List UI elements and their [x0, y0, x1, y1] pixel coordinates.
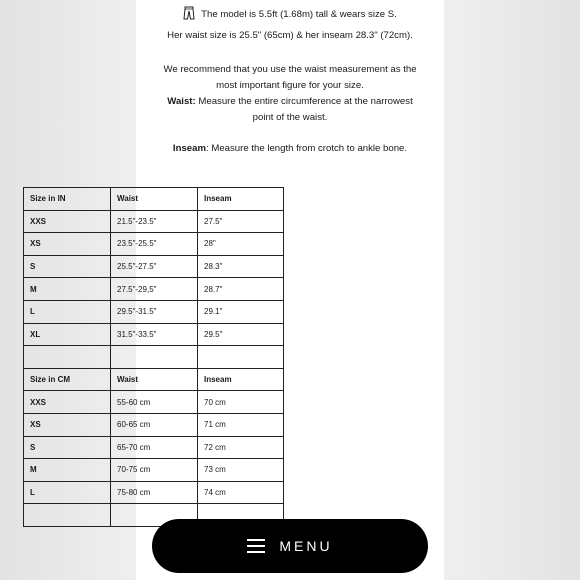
waist-cell: 55-60 cm: [111, 391, 198, 414]
size-chart-table: [23, 187, 284, 527]
inseam-cell: 73 cm: [198, 459, 284, 482]
table-row: [24, 233, 284, 256]
hamburger-menu-icon: [247, 539, 265, 553]
size-cell: XS: [24, 413, 111, 436]
table-row: [24, 413, 284, 436]
inseam-cell: 29.5": [198, 323, 284, 346]
header-inseam: Inseam: [198, 368, 284, 391]
inseam-instruction-text: : Measure the length from crotch to ankle bone.: [206, 143, 408, 154]
table-header-row-in: [24, 188, 284, 211]
waist-cell: 65-70 cm: [111, 436, 198, 459]
size-cell: L: [24, 481, 111, 504]
inseam-cell: 28.3": [198, 255, 284, 278]
table-row: [24, 481, 284, 504]
waist-label: Waist:: [167, 96, 196, 107]
waist-cell: 29.5"-31.5": [111, 300, 198, 323]
inseam-cell: 27.5": [198, 210, 284, 233]
menu-label: MENU: [279, 538, 333, 554]
inseam-cell: 28.7": [198, 278, 284, 301]
recommend-line-1: We recommend that you use the waist measurement as the: [163, 64, 417, 75]
size-cell: L: [24, 300, 111, 323]
inseam-label: Inseam: [172, 143, 206, 154]
model-info-text: The model is 5.5ft (1.68m) tall & wears size S.: [201, 9, 397, 20]
table-row: [24, 459, 284, 482]
inseam-cell: 29.1": [198, 300, 284, 323]
waist-cell: 21.5"-23.5": [111, 210, 198, 233]
waist-cell: 75-80 cm: [111, 481, 198, 504]
waist-cell: 25.5"-27.5": [111, 255, 198, 278]
menu-button[interactable]: [152, 519, 428, 573]
inseam-cell: 74 cm: [198, 481, 284, 504]
size-cell: XL: [24, 323, 111, 346]
header-inseam: Inseam: [198, 188, 284, 211]
size-cell: XXS: [24, 210, 111, 233]
header-size-cm: Size in CM: [24, 368, 111, 391]
table-row: [24, 255, 284, 278]
header-waist: Waist: [111, 188, 198, 211]
empty-spacer-row: [24, 346, 284, 369]
table-row: [24, 278, 284, 301]
waist-cell: 60-65 cm: [111, 413, 198, 436]
table-row: [24, 210, 284, 233]
size-cell: S: [24, 436, 111, 459]
inseam-instruction: [136, 141, 444, 157]
waist-inseam-info: Her waist size is 25.5" (65cm) & her inseam 28.3" (72cm).: [167, 30, 413, 41]
size-cell: M: [24, 278, 111, 301]
waist-cell: 27.5"-29,5": [111, 278, 198, 301]
table-row: [24, 300, 284, 323]
size-cell: XS: [24, 233, 111, 256]
table-header-row-cm: [24, 368, 284, 391]
header-size-in: Size in IN: [24, 188, 111, 211]
waist-instruction-text: Measure the entire circumference at the narrowest: [195, 96, 413, 107]
waist-instruction-2: point of the waist.: [252, 112, 328, 123]
waist-cell: 31.5"-33.5": [111, 323, 198, 346]
inseam-cell: 72 cm: [198, 436, 284, 459]
recommend-line-2: most important figure for your size.: [216, 80, 364, 91]
size-cell: XXS: [24, 391, 111, 414]
waist-cell: 70-75 cm: [111, 459, 198, 482]
waist-cell: 23.5"-25.5": [111, 233, 198, 256]
inseam-cell: 28": [198, 233, 284, 256]
background-right: [444, 0, 580, 580]
table-row: [24, 323, 284, 346]
size-cell: M: [24, 459, 111, 482]
inseam-cell: 71 cm: [198, 413, 284, 436]
inseam-cell: 70 cm: [198, 391, 284, 414]
model-info: [136, 6, 444, 23]
waist-instruction: [136, 94, 444, 110]
recommendation-text: [136, 62, 444, 126]
table-row: [24, 391, 284, 414]
table-row: [24, 436, 284, 459]
size-cell: S: [24, 255, 111, 278]
pants-icon: [183, 6, 195, 20]
header-waist: Waist: [111, 368, 198, 391]
